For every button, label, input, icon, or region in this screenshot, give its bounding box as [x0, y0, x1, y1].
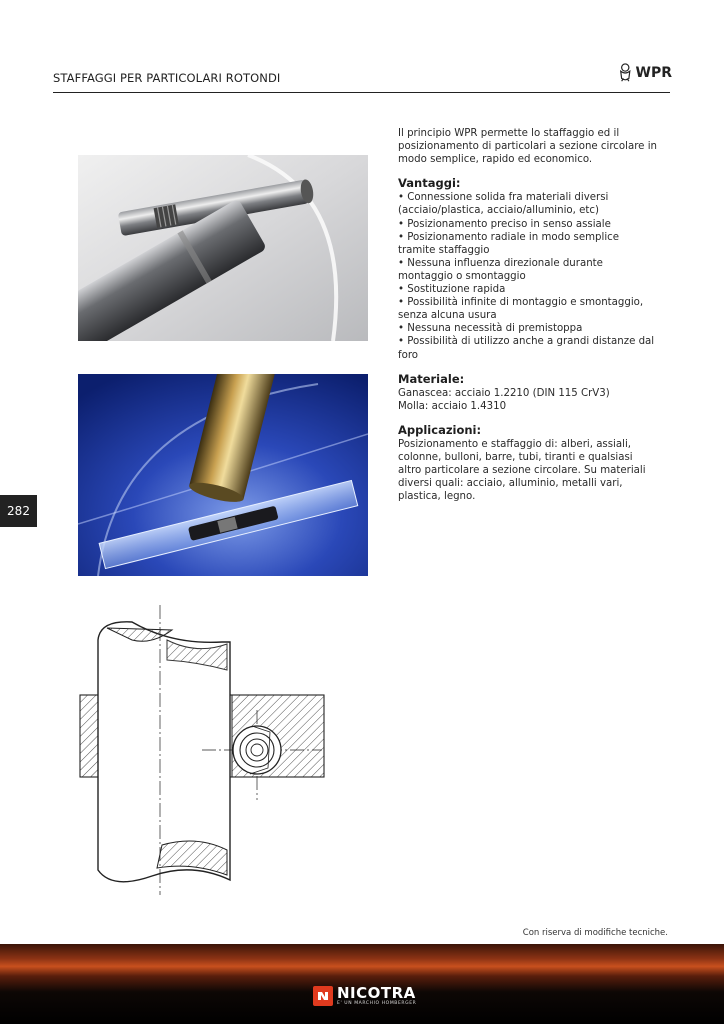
- list-item: • Sostituzione rapida: [398, 283, 658, 296]
- page-number-tab: [0, 495, 37, 527]
- nicotra-logo: [313, 985, 416, 1007]
- applicazioni-title: Applicazioni:: [398, 422, 482, 437]
- list-item: • Nessuna necessità di premistoppa: [398, 322, 658, 335]
- list-item: • Connessione solida fra materiali diversi (acciaio/plastica, acciaio/alluminio, etc): [398, 191, 658, 217]
- list-item: • Nessuna influenza direzionale durante montaggio o smontaggio: [398, 257, 658, 283]
- footer-brand: NICOTRA: [337, 983, 416, 1002]
- wpr-logo: [618, 60, 672, 86]
- product-photo-gray: [78, 155, 368, 341]
- list-item: • Possibilità infinite di montaggio e smontaggio, senza alcuna usura: [398, 296, 658, 322]
- list-item: • Posizionamento radiale in modo semplice tramite staffaggio: [398, 231, 658, 257]
- header-divider: [53, 92, 670, 93]
- list-item: • Posizionamento preciso in senso assiale: [398, 218, 658, 231]
- footnote: Con riserva di modifiche tecniche.: [522, 928, 668, 938]
- vantaggi-title: Vantaggi:: [398, 176, 461, 191]
- nicotra-mark-icon: [313, 986, 333, 1006]
- footer-subtitle: E' UN MARCHIO HOMBERGER: [337, 1000, 417, 1006]
- description-column: [398, 127, 658, 503]
- list-item: • Possibilità di utilizzo anche a grandi distanze dal foro: [398, 335, 658, 361]
- logo-text: WPR: [635, 65, 672, 81]
- materiale-title: Materiale:: [398, 371, 465, 386]
- mascot-icon: [618, 62, 633, 84]
- intro-text: Il principio WPR permette lo staffaggio ed il posizionamento di particolari a sezione circolare in modo semplice, rapido ed economico.: [398, 128, 657, 166]
- technical-drawing: [72, 600, 332, 900]
- page-number: 282: [7, 504, 30, 518]
- materiale-line: Molla: acciaio 1.4310: [398, 400, 507, 412]
- vantaggi-list: [398, 191, 658, 361]
- page-title: STAFFAGGI PER PARTICOLARI ROTONDI: [53, 71, 281, 85]
- applicazioni-text: Posizionamento e staffaggio di: alberi, assiali, colonne, bulloni, barre, tubi, tiranti e qualsiasi altro particolare a sezione circolare. Su materiali diversi quali: acciaio, alluminio, metalli vari, plastica, legno.: [398, 438, 646, 503]
- materiale-line: Ganascea: acciaio 1.2210 (DIN 115 CrV3): [398, 387, 610, 399]
- product-photo-blue: [78, 374, 368, 576]
